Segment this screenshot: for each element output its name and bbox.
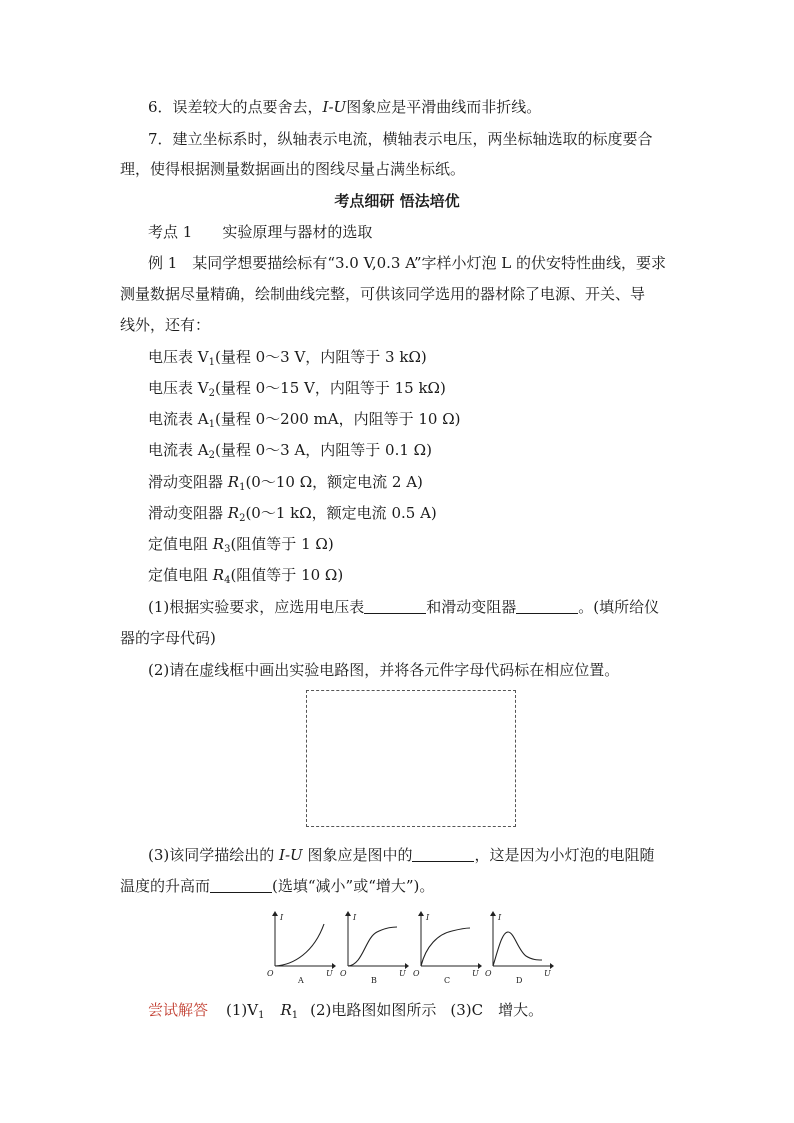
origin-label: O [485,969,492,978]
y-arrow [345,911,351,916]
answer-part1: (1)V [226,1001,259,1019]
graph-a [266,910,336,992]
equipment-item [148,564,343,592]
equip-pre: 电流表 A [148,410,209,428]
equip-pre: 滑动变阻器 [148,504,228,522]
curve-d [493,932,542,966]
equipment-item [148,377,446,405]
equip-var: R [227,473,240,491]
equipment-item [148,439,432,467]
equip-sub: 2 [208,450,215,461]
graph-a-svg [266,910,336,988]
example-line3: 线外，还有： [120,316,211,334]
answer-label: 尝试解答 [148,1001,209,1019]
equip-sub: 2 [208,388,215,399]
axis-label-u: U [326,969,333,978]
equip-sub: 2 [239,513,246,524]
q3-iu: I-U [279,846,303,864]
equip-sub: 3 [224,544,231,555]
paragraph-7-line1: 7．建立坐标系时，纵轴表示电流，横轴表示电压，两坐标轴选取的标度要合 [148,130,653,148]
question-3-line2 [120,875,434,897]
q3-text-a: (3)该同学描绘出的 [148,846,280,864]
graph-d [484,910,554,992]
question-1-line1 [148,596,659,618]
equipment-item [148,346,427,374]
question-1-line2: 器的字母代码) [120,629,216,647]
graph-b-svg [339,910,409,988]
axis-label-u: U [399,969,406,978]
y-arrow [272,911,278,916]
graph-label: B [371,976,377,985]
axis-label-i: I [426,913,430,922]
equip-var: R [212,535,225,553]
equip-pre: 电流表 A [148,441,209,459]
answer-part1-sub: 1 [258,1010,265,1021]
answer-r: R [280,1001,292,1019]
kaodian-label: 考点 1 [148,223,193,241]
q3-blank-trend[interactable] [210,877,272,893]
equip-post: (阻值等于 1 Ω) [230,535,334,553]
axis-label-i: I [353,913,357,922]
equipment-item [148,408,461,436]
equip-post: (0～1 kΩ，额定电流 0.5 A) [245,504,437,522]
q3-text-c: ，这是因为小灯泡的电阻随 [474,846,655,864]
graph-d-svg [484,910,554,988]
equip-pre: 定值电阻 [148,566,213,584]
paragraph-6 [148,96,541,118]
equip-pre: 定值电阻 [148,535,213,553]
equip-post: (0～10 Ω，额定电流 2 A) [245,473,423,491]
equip-sub: 4 [224,575,231,586]
y-arrow [418,911,424,916]
para6-iu: I-U [322,98,347,116]
equip-post: (阻值等于 10 Ω) [230,566,344,584]
graph-b [339,910,409,992]
q1-text-b: 和滑动变阻器 [426,598,517,616]
graph-label: C [444,976,451,985]
answer-r-sub: 1 [291,1010,299,1021]
q1-blank-rheostat[interactable] [516,598,578,614]
question-2: (2)请在虚线框中画出实验电路图，并将各元件字母代码标在相应位置。 [148,661,620,679]
equip-pre: 滑动变阻器 [148,473,228,491]
example-line2: 测量数据尽量精确，绘制曲线完整，可供该同学选用的器材除了电源、开关、导 [120,285,646,303]
equip-post: (量程 0～15 V，内阻等于 15 kΩ) [214,379,446,397]
q1-text-c: 。(填所给仪 [578,598,660,616]
origin-label: O [340,969,347,978]
q3-text-line2b: (选填“减小”或“增大”)。 [272,877,435,895]
q1-blank-voltmeter[interactable] [364,598,426,614]
q3-blank-graph[interactable] [412,846,474,862]
axis-label-i: I [280,913,284,922]
equip-sub: 1 [208,357,215,368]
question-3-line1 [148,844,654,866]
graph-c [412,910,482,992]
kaodian-heading [148,221,372,243]
equip-var: R [212,566,225,584]
equip-post: (量程 0～3 A，内阻等于 0.1 Ω) [214,441,432,459]
circuit-drawing-box[interactable] [306,690,516,827]
axis-label-u: U [544,969,551,978]
axis-label-i: I [498,913,502,922]
graph-c-svg [412,910,482,988]
equipment-item [148,533,334,561]
curve-b [348,927,397,966]
equipment-item [148,471,423,499]
kaodian-title: 实验原理与器材的选取 [222,223,373,241]
equip-sub: 1 [239,482,246,493]
equip-post: (量程 0～200 mA，内阻等于 10 Ω) [214,410,461,428]
answer-line [148,999,543,1027]
axis-label-u: U [472,969,479,978]
curve-c [421,928,470,966]
equipment-item [148,502,437,530]
q3-text-line2a: 温度的升高而 [120,877,211,895]
graph-label: A [298,976,304,985]
para6-prefix: 6．误差较大的点要舍去， [148,98,323,116]
graph-label: D [516,976,523,985]
y-arrow [490,911,496,916]
answer-part3: (3)C 增大。 [450,1001,544,1019]
equip-var: R [227,504,240,522]
equip-pre: 电压表 V [148,348,209,366]
example-line1: 例 1 某同学想要描绘标有“3.0 V,0.3 A”字样小灯泡 L 的伏安特性曲线，要求 [148,254,667,272]
equip-post: (量程 0～3 V，内阻等于 3 kΩ) [214,348,427,366]
paragraph-7-line2: 理，使得根据测量数据画出的图线尽量占满坐标纸。 [120,160,466,178]
section-title: 考点细研 悟法培优 [334,192,460,210]
answer-part2: (2)电路图如图所示 [310,1001,437,1019]
equip-pre: 电压表 V [148,379,209,397]
origin-label: O [267,969,274,978]
para6-suffix: 图象应是平滑曲线而非折线。 [346,98,542,116]
q1-text-a: (1)根据实验要求，应选用电压表 [148,598,365,616]
q3-text-b: 图象应是图中的 [302,846,413,864]
curve-a [275,924,324,966]
origin-label: O [413,969,420,978]
equip-sub: 1 [208,419,215,430]
